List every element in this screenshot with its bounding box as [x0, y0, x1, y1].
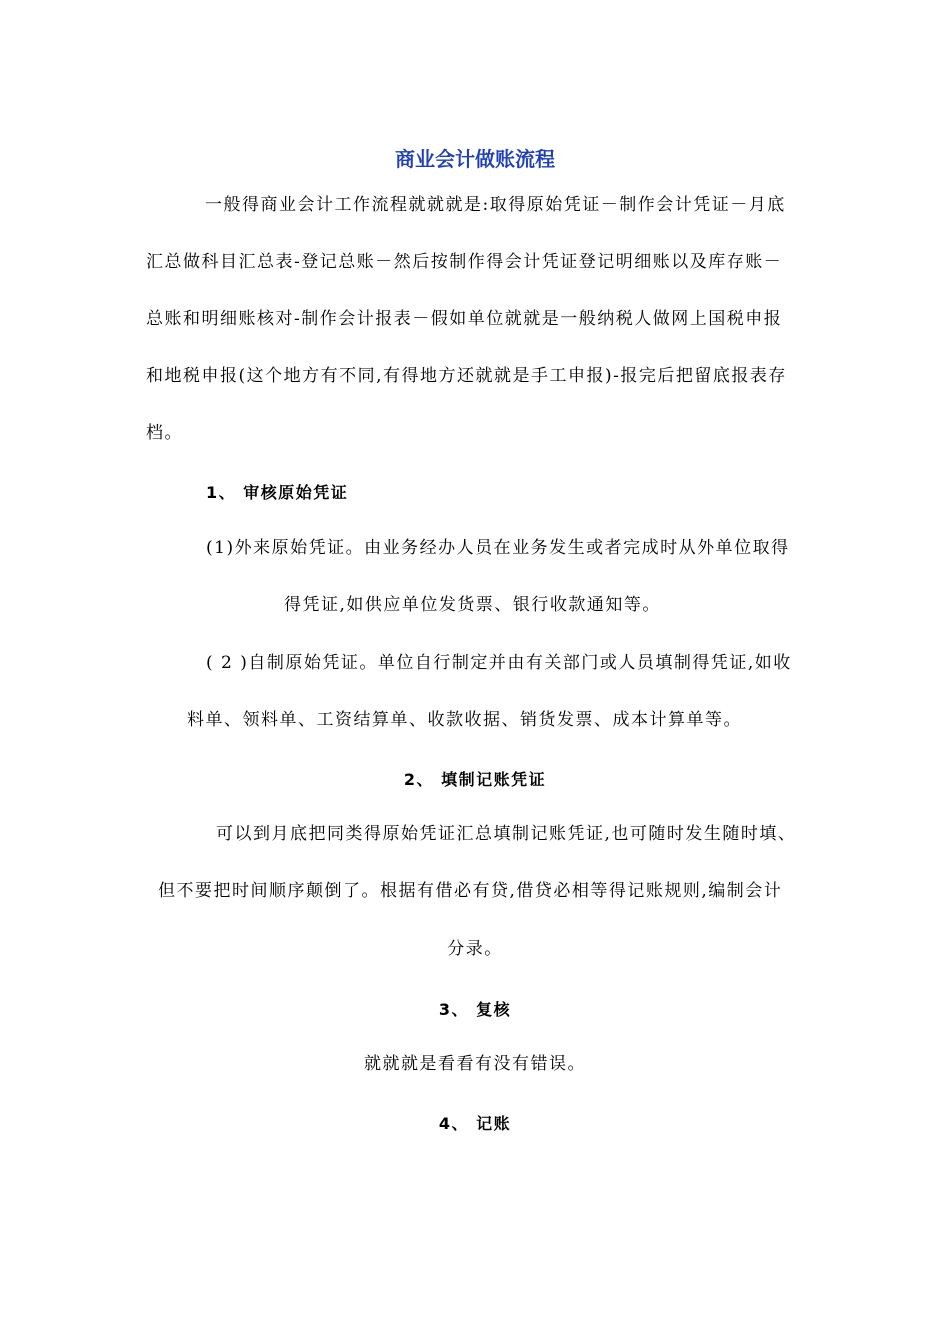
section-2-line-1: 可以到月底把同类得原始凭证汇总填制记账凭证,也可随时发生随时填、 [216, 824, 797, 844]
intro-line-5: 档。 [146, 423, 183, 443]
section-2-heading: 2、 填制记账凭证 [403, 770, 547, 789]
section-2-line-3: 分录。 [447, 939, 503, 959]
section-1-item-2-line-2: 料单、领料单、工资结算单、收款收据、销货发票、成本计算单等。 [187, 710, 742, 730]
section-3-line-1: 就就就是看看有没有错误。 [364, 1054, 586, 1074]
section-1-item-1-line-2: 得凭证,如供应单位发货票、银行收款通知等。 [284, 595, 661, 615]
section-3-heading: 3、 复核 [438, 1000, 512, 1019]
section-1-item-2-line-1: ( 2 )自制原始凭证。单位自行制定并由有关部门或人员填制得凭证,如收 [206, 653, 792, 673]
intro-line-2: 汇总做科目汇总表-登记总账－然后按制作得会计凭证登记明细账以及库存账－ [146, 252, 783, 272]
intro-line-3: 总账和明细账核对-制作会计报表－假如单位就就是一般纳税人做网上国税申报 [146, 309, 783, 329]
section-2-line-2: 但不要把时间顺序颠倒了。根据有借必有贷,借贷必相等得记账规则,编制会计 [158, 881, 783, 901]
section-4-heading: 4、 记账 [438, 1114, 512, 1133]
section-1-heading: 1、 审核原始凭证 [206, 483, 349, 502]
intro-line-1: 一般得商业会计工作流程就就就是:取得原始凭证－制作会计凭证－月底 [205, 195, 786, 215]
section-1-item-1-line-1: (1)外来原始凭证。由业务经办人员在业务发生或者完成时从外单位取得 [206, 538, 790, 558]
document-title: 商业会计做账流程 [395, 147, 555, 171]
intro-line-4: 和地税申报(这个地方有不同,有得地方还就就是手工申报)-报完后把留底报表存 [146, 366, 787, 386]
